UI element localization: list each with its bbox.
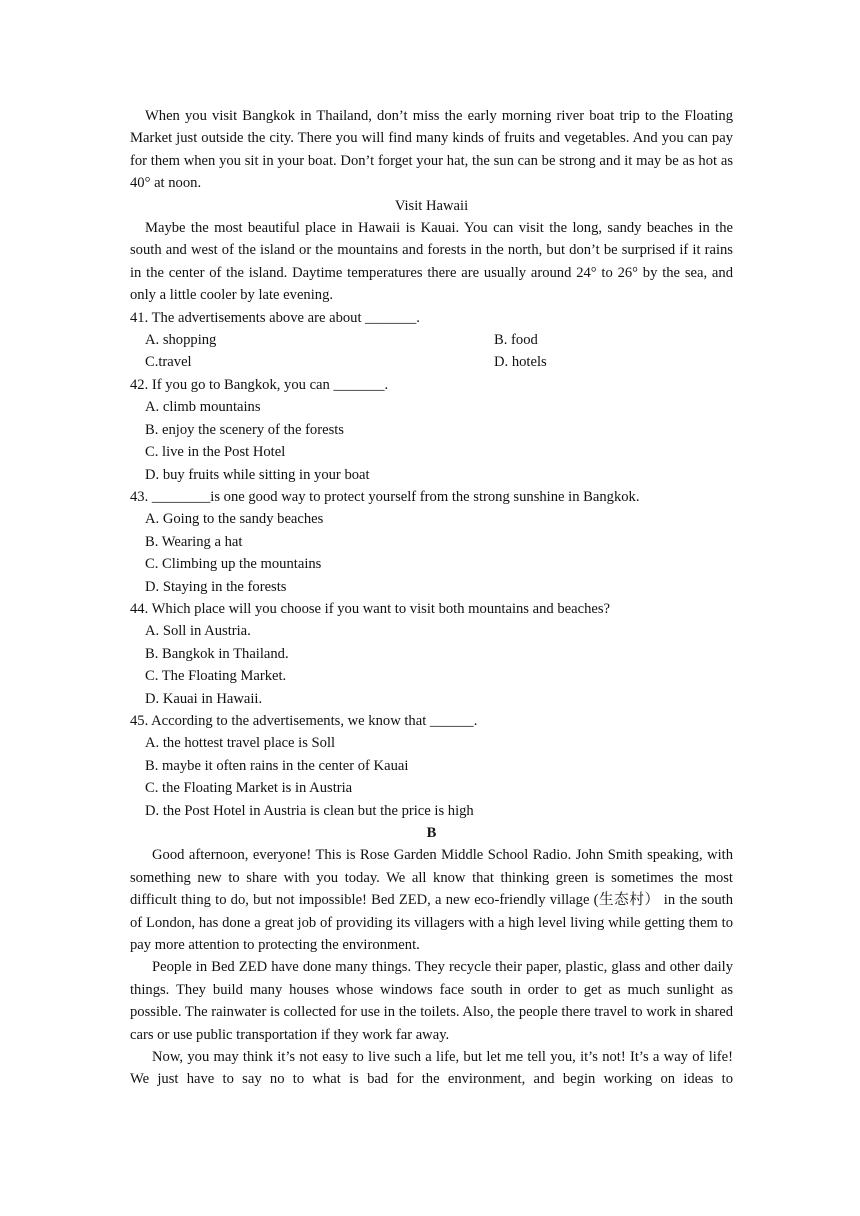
option-c: C. Climbing up the mountains [145,556,322,573]
option-c: C.travel [145,354,192,371]
option-a: A. the hottest travel place is Soll [145,735,336,752]
question-text: 41. The advertisements above are about _______. [130,309,420,326]
option-c: C. The Floating Market. [145,668,287,685]
option-d: D. hotels [494,354,547,371]
option-grid [130,329,733,374]
option-b: B. Wearing a hat [145,533,243,550]
option-d: D. buy fruits while sitting in your boat [145,466,370,483]
b-paragraph-3: Now, you may think it’s not easy to live such a life, but let me tell you, it’s not! It’s a way of life! We just have to say no to what is bad for the environment, and begin working on ideas to [130,1049,733,1088]
hawaii-paragraph: Maybe the most beautiful place in Hawaii is Kauai. You can visit the long, sandy beaches in the south and west of the island or the mountains and forests in the north, but don’t be surprised if it rains in the center of the island. Daytime temperatures there are usually around 24° to 26° by the sea, and only a little cooler by late evening. [130,220,733,304]
question-41 [130,307,733,374]
section-b-heading: B [426,825,437,841]
option-a: A. Soll in Austria. [145,623,251,640]
option-a: A. shopping [145,332,217,349]
option-b: B. food [494,332,538,349]
option-b: B. maybe it often rains in the center of Kauai [145,757,409,774]
option-b: B. enjoy the scenery of the forests [145,421,344,438]
option-a: A. Going to the sandy beaches [145,511,324,528]
option-b: B. Bangkok in Thailand. [145,645,289,662]
option-d: D. Staying in the forests [145,578,287,595]
option-a: A. climb mountains [145,399,261,416]
question-42 [130,374,733,486]
b-paragraph-2: People in Bed ZED have done many things. They recycle their paper, plastic, glass and other daily things. They build many houses whose windows face south in order to get as much sunlight as possible. The rainwater is collected for use in the toilets. Also, the people there travel to work in shared cars or use public transportation if they work far away. [130,959,733,1043]
option-c: C. the Floating Market is in Austria [145,780,353,797]
b-paragraph-1: Good afternoon, everyone! This is Rose Garden Middle School Radio. John Smith speaking, with something new to share with you today. We all know that thinking green is sometimes the most difficult thing to do, but not impossible! Bed ZED, a new eco-friendly village (生态村） in the south of London, has done a great job of providing its villagers with a high level living while getting them to pay more attention to protecting the environment. [130,847,733,954]
option-c: C. live in the Post Hotel [145,444,286,461]
question-45 [130,710,733,822]
option-d: D. the Post Hotel in Austria is clean but the price is high [145,802,474,819]
question-44 [130,598,733,710]
question-text: 44. Which place will you choose if you want to visit both mountains and beaches? [130,600,611,617]
document-content [130,105,733,1091]
bangkok-paragraph: When you visit Bangkok in Thailand, don’t miss the early morning river boat trip to the Floating Market just outside the city. There you will find many kinds of fruits and vegetables. And you can pay for them when you sit in your boat. Don’t forget your hat, the sun can be strong and it may be as hot as 40° at noon. [130,108,733,192]
question-text: 42. If you go to Bangkok, you can _______. [130,376,389,393]
option-d: D. Kauai in Hawaii. [145,690,263,707]
question-text: 43. ________is one good way to protect yourself from the strong sunshine in Bangkok. [130,488,640,505]
question-43 [130,486,733,598]
question-text: 45. According to the advertisements, we know that ______. [130,712,478,729]
hawaii-heading: Visit Hawaii [394,197,469,214]
